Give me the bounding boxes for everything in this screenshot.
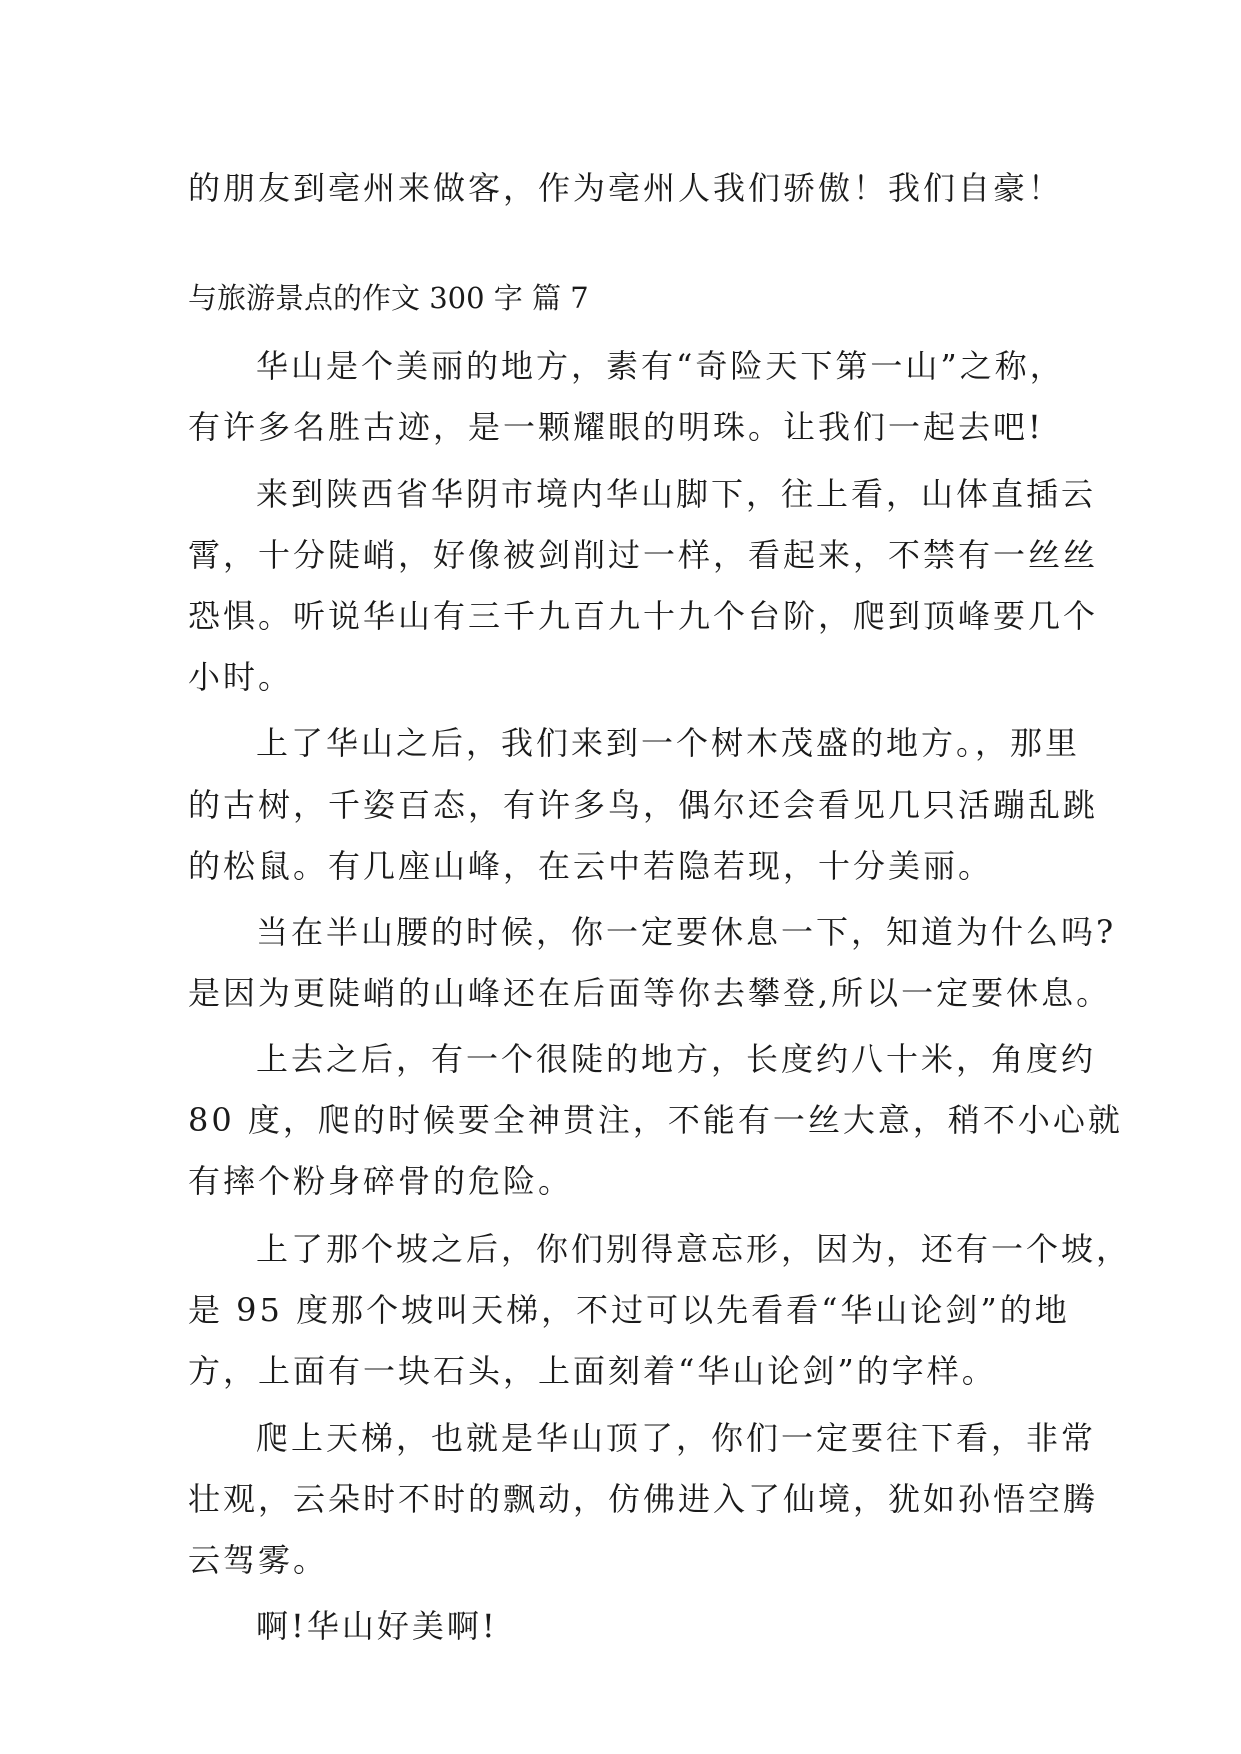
paragraph-2-line-1: 来到陕西省华阴市境内华山脚下，往上看，山体直插云 (256, 475, 1097, 513)
paragraph-7-line-2: 壮观，云朵时不时的飘动，仿佛进入了仙境，犹如孙悟空腾 (188, 1480, 1099, 1518)
paragraph-6-line-3: 方，上面有一块石头，上面刻着“华山论剑”的字样。 (188, 1352, 997, 1390)
closing-line-previous-essay: 的朋友到亳州来做客，作为亳州人我们骄傲！我们自豪！ (188, 169, 1064, 207)
paragraph-2-line-2: 霄，十分陡峭，好像被剑削过一样，看起来，不禁有一丝丝 (188, 536, 1099, 574)
paragraph-5-line-2: 80 度，爬的时候要全神贯注，不能有一丝大意，稍不小心就 (188, 1101, 1123, 1139)
paragraph-5-line-1: 上去之后，有一个很陡的地方，长度约八十米，角度约 (256, 1040, 1097, 1078)
paragraph-3-line-3: 的松鼠。有几座山峰，在云中若隐若现，十分美丽。 (188, 847, 994, 885)
paragraph-1-line-2: 有许多名胜古迹，是一颗耀眼的明珠。让我们一起去吧! (188, 408, 1044, 446)
closing-exclamation: 啊!华山好美啊! (256, 1607, 498, 1645)
paragraph-3-line-2: 的古树，千姿百态，有许多鸟，偶尔还会看见几只活蹦乱跳 (188, 786, 1099, 824)
essay-heading: 与旅游景点的作文 300 字 篇 7 (188, 281, 589, 315)
paragraph-7-line-1: 爬上天梯，也就是华山顶了，你们一定要往下看，非常 (256, 1419, 1097, 1457)
paragraph-2-line-3: 恐惧。听说华山有三千九百九十九个台阶，爬到顶峰要几个 (188, 597, 1099, 635)
paragraph-3-line-1: 上了华山之后，我们来到一个树木茂盛的地方。，那里 (256, 724, 1081, 762)
paragraph-7-line-3: 云驾雾。 (188, 1541, 329, 1579)
paragraph-4-line-1: 当在半山腰的时候，你一定要休息一下，知道为什么吗? (256, 913, 1117, 951)
paragraph-4-line-2: 是因为更陡峭的山峰还在后面等你去攀登,所以一定要休息。 (188, 974, 1112, 1012)
paragraph-6-line-1: 上了那个坡之后，你们别得意忘形，因为，还有一个坡， (256, 1230, 1132, 1268)
paragraph-5-line-3: 有摔个粉身碎骨的危险。 (188, 1162, 574, 1200)
paragraph-6-line-2: 是 95 度那个坡叫天梯，不过可以先看看“华山论剑”的地 (188, 1291, 1070, 1329)
paragraph-1-line-1: 华山是个美丽的地方，素有“奇险天下第一山”之称， (256, 347, 1065, 385)
paragraph-2-line-4: 小时。 (188, 658, 294, 696)
